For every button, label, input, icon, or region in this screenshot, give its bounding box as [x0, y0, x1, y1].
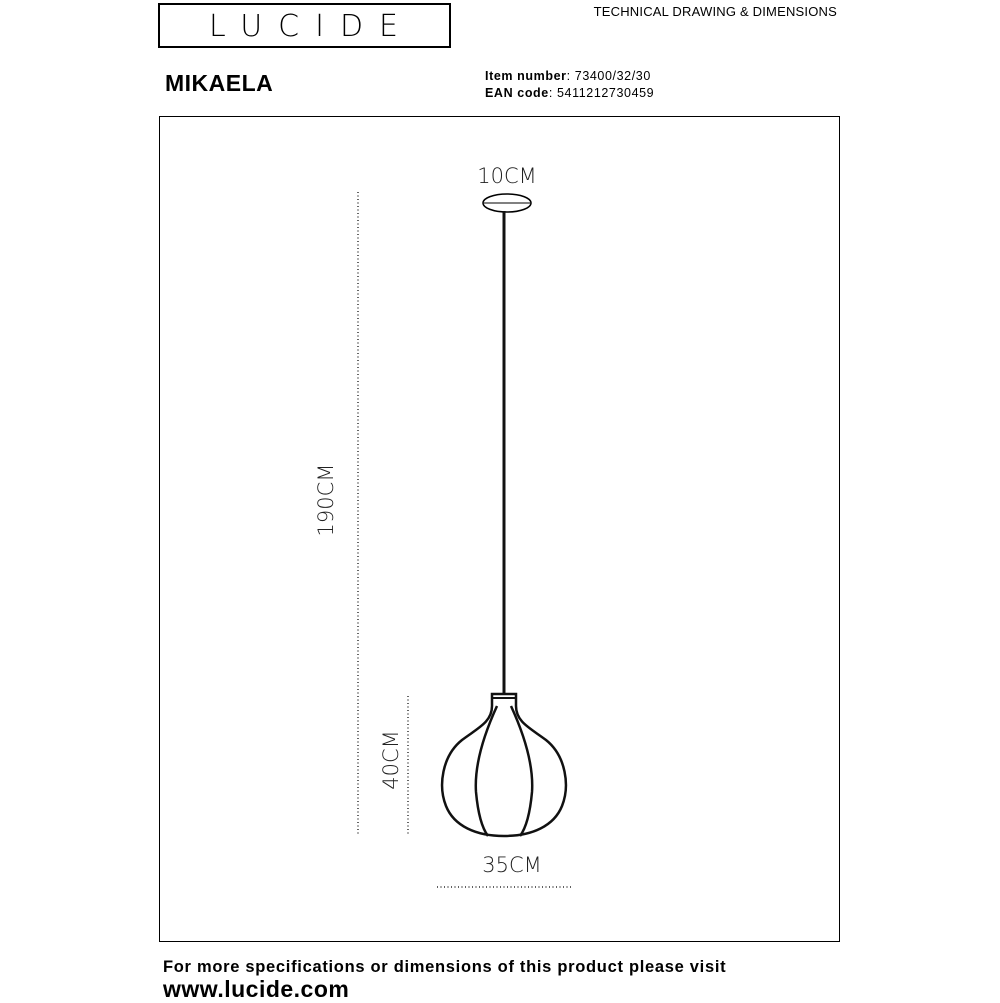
- shade-inner-rib-left: [476, 706, 497, 836]
- total-height-label: 190CM: [314, 463, 338, 537]
- document-type-title: TECHNICAL DRAWING & DIMENSIONS: [593, 4, 837, 19]
- lamp-shade: [442, 694, 566, 836]
- item-number-label: Item number: [485, 69, 567, 83]
- item-number-value: : 73400/32/30: [566, 69, 651, 83]
- ean-code-label: EAN code: [485, 86, 549, 100]
- footer-info-text: For more specifications or dimensions of this product please visit: [163, 958, 727, 976]
- canopy-diameter-label: 10CM: [477, 164, 537, 188]
- ean-code-value: : 5411212730459: [548, 86, 655, 100]
- brand-logo-text: LUCIDE: [208, 9, 415, 44]
- shade-height-label: 40CM: [379, 730, 403, 790]
- product-name: MIKAELA: [165, 70, 274, 96]
- footer-website-link[interactable]: www.lucide.com: [163, 976, 350, 1002]
- shade-outer-frame: [442, 694, 566, 836]
- shade-inner-rib-right: [511, 706, 532, 836]
- shade-width-label: 35CM: [482, 853, 542, 877]
